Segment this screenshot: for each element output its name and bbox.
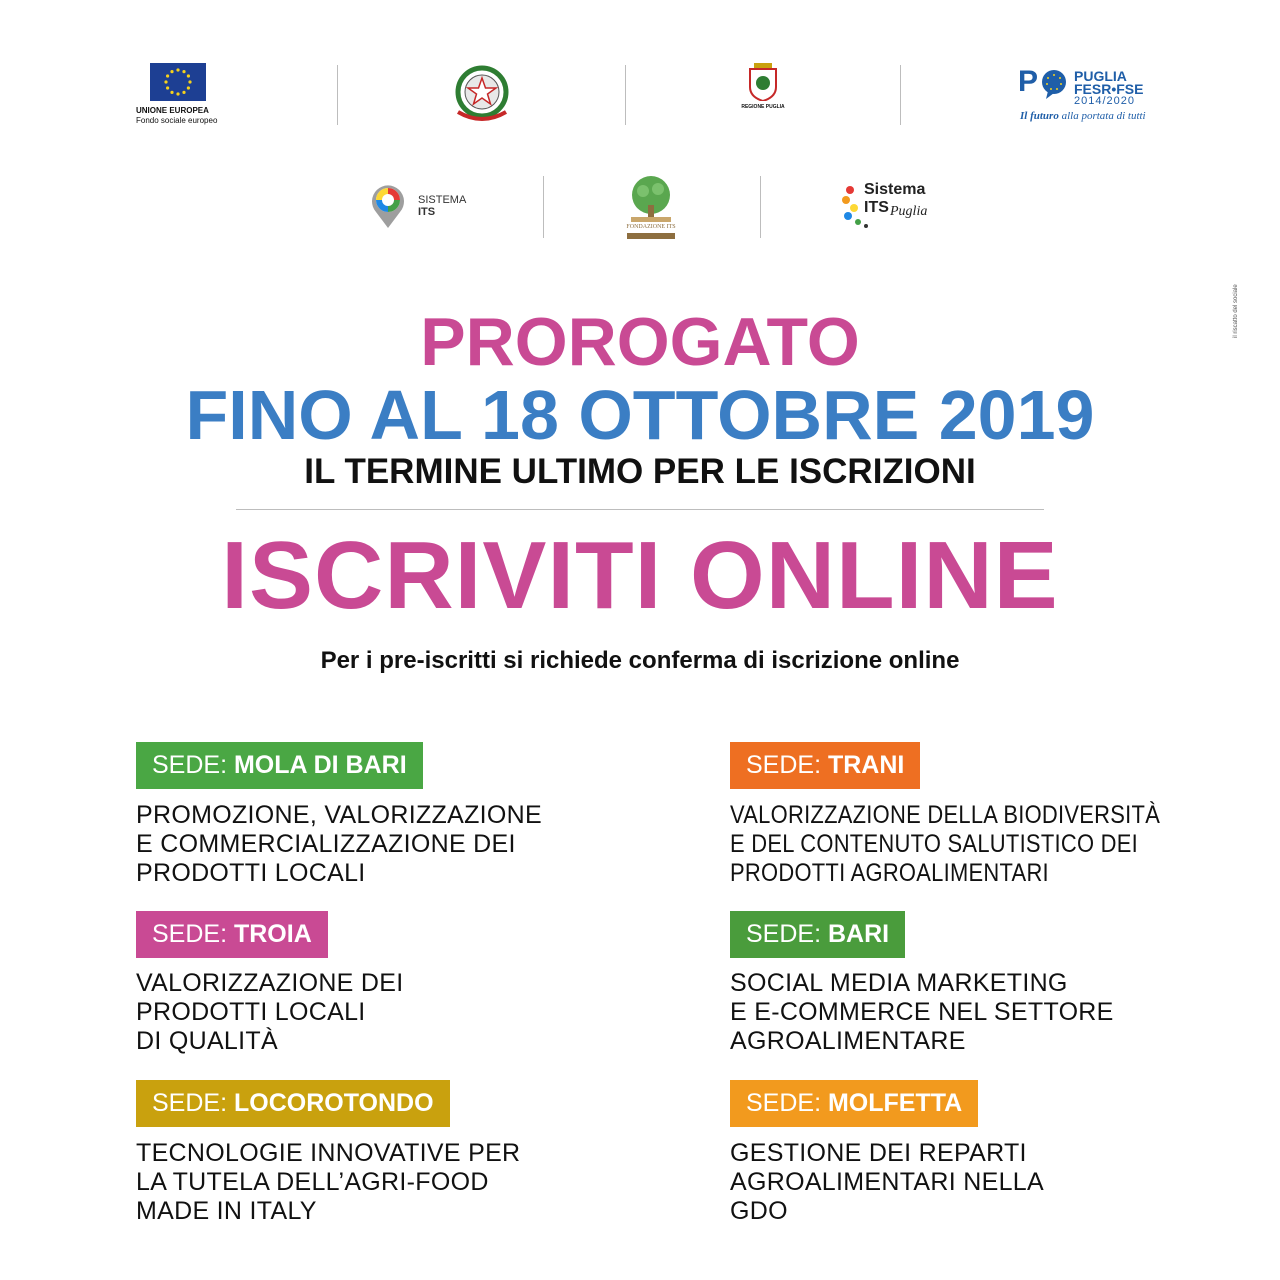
sede-badge-bari: SEDE: BARI [730,911,905,958]
eu-flag-icon [150,63,206,101]
cta-iscriviti-online[interactable]: ISCRIVITI ONLINE [221,522,1059,629]
fondazione-caption: FONDAZIONE ITS [626,224,676,230]
por-bubble-icon [1040,69,1070,99]
por-puglia-logo [1018,67,1158,127]
eu-sublabel: Fondo sociale europeo [136,116,218,125]
course-mola-di-bari: PROMOZIONE, VALORIZZAZIONE E COMMERCIALIZZAZIONE DEI PRODOTTI LOCALI [136,801,542,887]
sede-badge-trani: SEDE: TRANI [730,742,920,789]
divider [543,176,544,238]
headline-prorogato: PROROGATO [420,304,860,380]
divider-line [236,509,1044,510]
sistema-its-label: SISTEMA [418,194,467,206]
sistema-its-pin-icon [368,180,408,230]
sistema-its-sublabel: ITS [418,206,436,218]
por-name: PUGLIA [1074,68,1127,84]
divider [760,176,761,238]
eu-label: UNIONE EUROPEA [136,106,209,115]
divider [900,65,901,125]
headline-date: FINO AL 18 OTTOBRE 2019 [185,376,1095,454]
fondazione-its-logo [625,175,677,243]
tree-icon [625,175,677,223]
logo-row-bottom [0,170,1280,245]
republic-emblem-icon [452,64,512,126]
side-credit: il riscatto del sociale [1233,284,1239,338]
sede-badge-mola-di-bari: SEDE: MOLA DI BARI [136,742,423,789]
regione-caption: REGIONE PUGLIA [741,104,785,110]
divider [625,65,626,125]
sede-badge-molfetta: SEDE: MOLFETTA [730,1080,978,1127]
course-molfetta: GESTIONE DEI REPARTI AGROALIMENTARI NELLA GDO [730,1139,1044,1225]
sede-badge-locorotondo: SEDE: LOCOROTONDO [136,1080,450,1127]
course-locorotondo: TECNOLOGIE INNOVATIVE PER LA TUTELA DELL’AGRI-FOOD MADE IN ITALY [136,1139,521,1225]
its-puglia-label: Sistema [864,181,926,198]
por-tagline: Il futuro alla portata di tutti [1020,110,1146,122]
pre-iscritti-note: Per i pre-iscritti si richiede conferma di iscrizione online [320,647,960,674]
sede-badge-troia: SEDE: TROIA [136,911,328,958]
course-troia: VALORIZZAZIONE DEI PRODOTTI LOCALI DI QUALITÀ [136,969,404,1055]
headline-deadline: IL TERMINE ULTIMO PER LE ISCRIZIONI [304,452,976,491]
por-fund: FESR•FSE [1074,81,1144,97]
its-puglia-its: ITS [864,199,889,216]
its-puglia-logo [840,182,950,232]
its-puglia-script: Puglia [890,204,928,219]
por-years: 2014/2020 [1074,95,1135,107]
logo-row-top [0,55,1280,135]
sistema-its-logo [368,180,468,232]
course-trani: VALORIZZAZIONE DELLA BIODIVERSITÀ E DEL CONTENUTO SALUTISTICO DEI PRODOTTI AGROALIMENTARI [730,801,1161,887]
course-bari: SOCIAL MEDIA MARKETING E E-COMMERCE NEL SETTORE AGROALIMENTARE [730,969,1114,1055]
regione-shield-icon [748,63,778,101]
divider [337,65,338,125]
por-p-letter: P [1018,65,1039,98]
fondazione-ribbon [627,233,675,239]
